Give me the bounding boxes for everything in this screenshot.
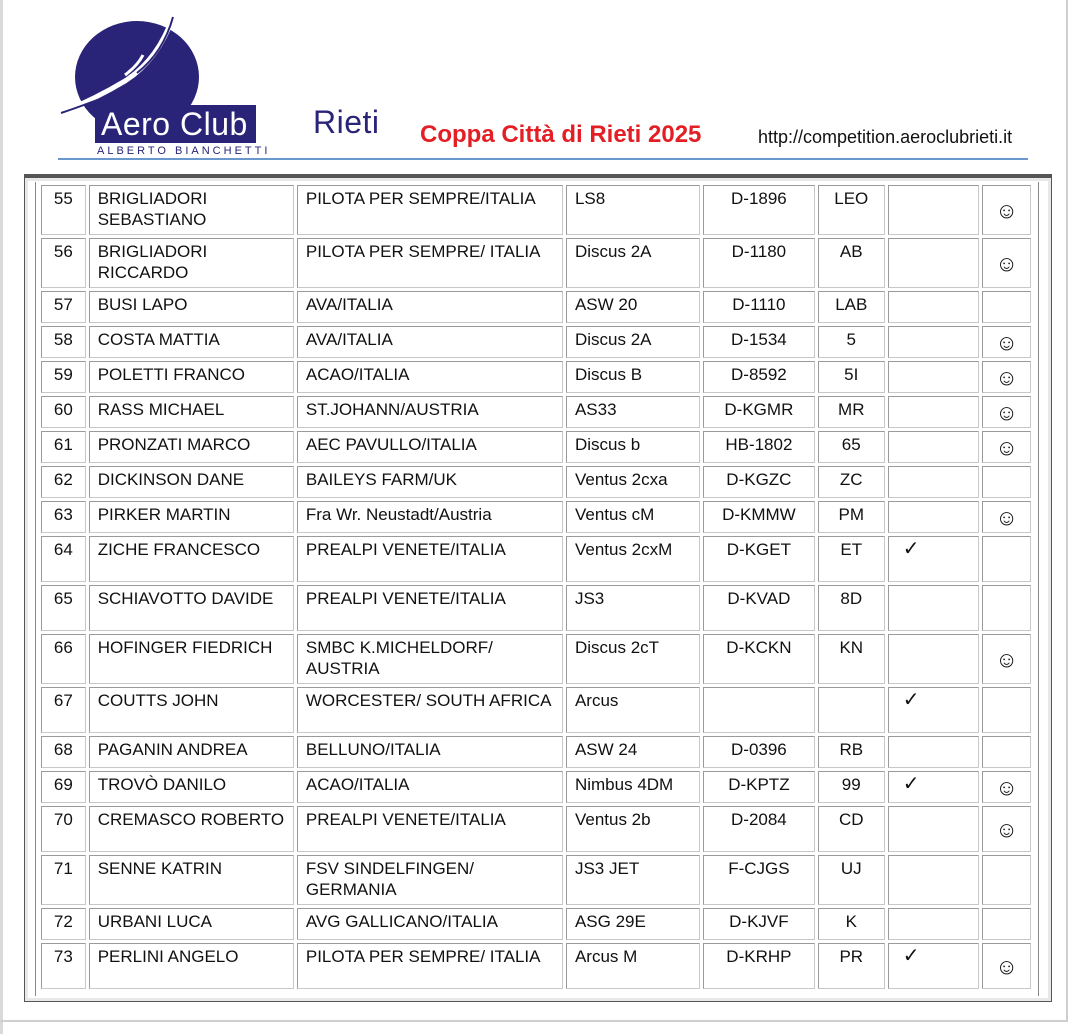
checkmark-icon: [888, 396, 979, 428]
checkmark-icon: [888, 238, 979, 288]
entry-number: 69: [41, 771, 86, 803]
glider-type: Ventus 2b: [566, 806, 700, 852]
competition-number: UJ: [818, 855, 885, 905]
entry-number: 60: [41, 396, 86, 428]
smiley-icon: [982, 908, 1031, 940]
smiley-icon: [982, 536, 1031, 582]
competition-number: CD: [818, 806, 885, 852]
registration: D-KMMW: [703, 501, 815, 533]
checkmark-icon: [888, 431, 979, 463]
registration: D-KGMR: [703, 396, 815, 428]
glider-type: ASW 20: [566, 291, 700, 323]
smiley-icon: ☺: [982, 431, 1031, 463]
competition-number: 5I: [818, 361, 885, 393]
registration: F-CJGS: [703, 855, 815, 905]
smiley-icon: ☺: [982, 806, 1031, 852]
table-row: [41, 585, 1031, 631]
competition-number: LEO: [818, 185, 885, 235]
pilot-name: BUSI LAPO: [89, 291, 294, 323]
glider-type: Ventus 2cxM: [566, 536, 700, 582]
club-country: BELLUNO/ITALIA: [297, 736, 563, 768]
checkmark-icon: ✓: [888, 687, 979, 733]
checkmark-icon: ✓: [888, 536, 979, 582]
registration: D-KJVF: [703, 908, 815, 940]
registration: D-8592: [703, 361, 815, 393]
club-country: AVA/ITALIA: [297, 291, 563, 323]
registration: D-1110: [703, 291, 815, 323]
entry-number: 73: [41, 943, 86, 989]
entry-number: 64: [41, 536, 86, 582]
registration: D-1180: [703, 238, 815, 288]
smiley-icon: ☺: [982, 185, 1031, 235]
glider-type: Arcus: [566, 687, 700, 733]
glider-type: JS3 JET: [566, 855, 700, 905]
table-row: [41, 687, 1031, 733]
club-country: PILOTA PER SEMPRE/ITALIA: [297, 185, 563, 235]
logo-subtitle: ALBERTO BIANCHETTI: [97, 145, 271, 157]
table-row: [41, 536, 1031, 582]
checkmark-icon: [888, 855, 979, 905]
entry-number: 68: [41, 736, 86, 768]
competition-number: LAB: [818, 291, 885, 323]
table-row: [41, 943, 1031, 989]
pilot-name: TROVÒ DANILO: [89, 771, 294, 803]
glider-type: Arcus M: [566, 943, 700, 989]
pilot-name: SCHIAVOTTO DAVIDE: [89, 585, 294, 631]
smiley-icon: [982, 291, 1031, 323]
registration: D-0396: [703, 736, 815, 768]
registration: D-KGZC: [703, 466, 815, 498]
checkmark-icon: [888, 736, 979, 768]
club-country: AEC PAVULLO/ITALIA: [297, 431, 563, 463]
table-row: [41, 431, 1031, 463]
table-row: [41, 771, 1031, 803]
competition-number: RB: [818, 736, 885, 768]
smiley-icon: ☺: [982, 396, 1031, 428]
competition-number: [818, 687, 885, 733]
table-row: [41, 908, 1031, 940]
glider-type: Ventus cM: [566, 501, 700, 533]
glider-type: Nimbus 4DM: [566, 771, 700, 803]
registration: D-KGET: [703, 536, 815, 582]
table-row: [41, 238, 1031, 288]
smiley-icon: ☺: [982, 361, 1031, 393]
registration: D-KVAD: [703, 585, 815, 631]
competition-number: 8D: [818, 585, 885, 631]
smiley-icon: [982, 855, 1031, 905]
checkmark-icon: [888, 361, 979, 393]
entry-number: 72: [41, 908, 86, 940]
smiley-icon: [982, 585, 1031, 631]
glider-type: JS3: [566, 585, 700, 631]
table-row: [41, 361, 1031, 393]
pilot-name: POLETTI FRANCO: [89, 361, 294, 393]
competition-url[interactable]: http://competition.aeroclubrieti.it: [758, 127, 1013, 147]
club-country: AVA/ITALIA: [297, 326, 563, 358]
competition-number: AB: [818, 238, 885, 288]
pilot-name: COSTA MATTIA: [89, 326, 294, 358]
glider-type: ASW 24: [566, 736, 700, 768]
competition-number: K: [818, 908, 885, 940]
club-country: ST.JOHANN/AUSTRIA: [297, 396, 563, 428]
competition-number: MR: [818, 396, 885, 428]
smiley-icon: [982, 687, 1031, 733]
smiley-icon: ☺: [982, 771, 1031, 803]
pilot-name: ZICHE FRANCESCO: [89, 536, 294, 582]
checkmark-icon: [888, 634, 979, 684]
table-row: [41, 501, 1031, 533]
pilot-name: BRIGLIADORI SEBASTIANO: [89, 185, 294, 235]
competition-number: PR: [818, 943, 885, 989]
pilot-name: PERLINI ANGELO: [89, 943, 294, 989]
club-country: Fra Wr. Neustadt/Austria: [297, 501, 563, 533]
pilot-name: SENNE KATRIN: [89, 855, 294, 905]
smiley-icon: ☺: [982, 634, 1031, 684]
entry-number: 55: [41, 185, 86, 235]
entry-number: 66: [41, 634, 86, 684]
club-country: AVG GALLICANO/ITALIA: [297, 908, 563, 940]
entries-table: [38, 182, 1034, 992]
competition-number: 65: [818, 431, 885, 463]
entry-number: 59: [41, 361, 86, 393]
club-country: WORCESTER/ SOUTH AFRICA: [297, 687, 563, 733]
competition-title: Coppa Città di Rieti 2025: [420, 121, 702, 148]
glider-type: Ventus 2cxa: [566, 466, 700, 498]
checkmark-icon: [888, 326, 979, 358]
club-country: FSV SINDELFINGEN/ GERMANIA: [297, 855, 563, 905]
entries-table-frame: [24, 174, 1052, 1002]
club-country: ACAO/ITALIA: [297, 771, 563, 803]
registration: HB-1802: [703, 431, 815, 463]
club-country: BAILEYS FARM/UK: [297, 466, 563, 498]
entry-number: 71: [41, 855, 86, 905]
aero-club-logo: [55, 15, 415, 157]
competition-number: PM: [818, 501, 885, 533]
glider-type: Discus 2cT: [566, 634, 700, 684]
pilot-name: BRIGLIADORI RICCARDO: [89, 238, 294, 288]
entries-table-body: [41, 185, 1031, 989]
table-row: [41, 326, 1031, 358]
pilot-name: RASS MICHAEL: [89, 396, 294, 428]
checkmark-icon: [888, 501, 979, 533]
pilot-name: DICKINSON DANE: [89, 466, 294, 498]
entry-number: 58: [41, 326, 86, 358]
club-country: PREALPI VENETE/ITALIA: [297, 585, 563, 631]
competition-number: 99: [818, 771, 885, 803]
club-country: ACAO/ITALIA: [297, 361, 563, 393]
checkmark-icon: [888, 908, 979, 940]
checkmark-icon: [888, 806, 979, 852]
checkmark-icon: ✓: [888, 943, 979, 989]
table-row: [41, 855, 1031, 905]
checkmark-icon: ✓: [888, 771, 979, 803]
entry-number: 65: [41, 585, 86, 631]
table-row: [41, 634, 1031, 684]
table-row: [41, 185, 1031, 235]
competition-number: 5: [818, 326, 885, 358]
pilot-name: URBANI LUCA: [89, 908, 294, 940]
club-country: SMBC K.MICHELDORF/ AUSTRIA: [297, 634, 563, 684]
registration: D-KRHP: [703, 943, 815, 989]
glider-type: ASG 29E: [566, 908, 700, 940]
club-country: PREALPI VENETE/ITALIA: [297, 536, 563, 582]
entry-number: 70: [41, 806, 86, 852]
pilot-name: PAGANIN ANDREA: [89, 736, 294, 768]
entry-number: 56: [41, 238, 86, 288]
document-header: [0, 0, 1080, 165]
entry-number: 57: [41, 291, 86, 323]
glider-type: Discus 2A: [566, 326, 700, 358]
smiley-icon: ☺: [982, 238, 1031, 288]
logo-text-aero-club: Aero Club: [95, 105, 256, 143]
entry-number: 63: [41, 501, 86, 533]
table-row: [41, 806, 1031, 852]
registration: D-1896: [703, 185, 815, 235]
table-row: [41, 466, 1031, 498]
table-row: [41, 396, 1031, 428]
club-country: PILOTA PER SEMPRE/ ITALIA: [297, 238, 563, 288]
pilot-name: COUTTS JOHN: [89, 687, 294, 733]
glider-type: AS33: [566, 396, 700, 428]
pilot-name: CREMASCO ROBERTO: [89, 806, 294, 852]
pilot-name: PRONZATI MARCO: [89, 431, 294, 463]
checkmark-icon: [888, 585, 979, 631]
pilot-name: HOFINGER FIEDRICH: [89, 634, 294, 684]
smiley-icon: [982, 736, 1031, 768]
entry-number: 61: [41, 431, 86, 463]
glider-type: Discus B: [566, 361, 700, 393]
logo-text-rieti: Rieti: [313, 104, 380, 140]
competition-number: KN: [818, 634, 885, 684]
glider-type: LS8: [566, 185, 700, 235]
entry-number: 62: [41, 466, 86, 498]
table-row: [41, 291, 1031, 323]
smiley-icon: ☺: [982, 501, 1031, 533]
registration: D-KCKN: [703, 634, 815, 684]
registration: D-KPTZ: [703, 771, 815, 803]
table-row: [41, 736, 1031, 768]
club-country: PREALPI VENETE/ITALIA: [297, 806, 563, 852]
smiley-icon: ☺: [982, 326, 1031, 358]
registration: D-2084: [703, 806, 815, 852]
entries-table-inner: [35, 182, 1039, 996]
registration: D-1534: [703, 326, 815, 358]
competition-number: ET: [818, 536, 885, 582]
glider-type: Discus 2A: [566, 238, 700, 288]
checkmark-icon: [888, 466, 979, 498]
checkmark-icon: [888, 291, 979, 323]
checkmark-icon: [888, 185, 979, 235]
pilot-name: PIRKER MARTIN: [89, 501, 294, 533]
smiley-icon: [982, 466, 1031, 498]
smiley-icon: ☺: [982, 943, 1031, 989]
entry-number: 67: [41, 687, 86, 733]
header-divider: [58, 158, 1028, 160]
registration: [703, 687, 815, 733]
club-country: PILOTA PER SEMPRE/ ITALIA: [297, 943, 563, 989]
glider-type: Discus b: [566, 431, 700, 463]
competition-number: ZC: [818, 466, 885, 498]
